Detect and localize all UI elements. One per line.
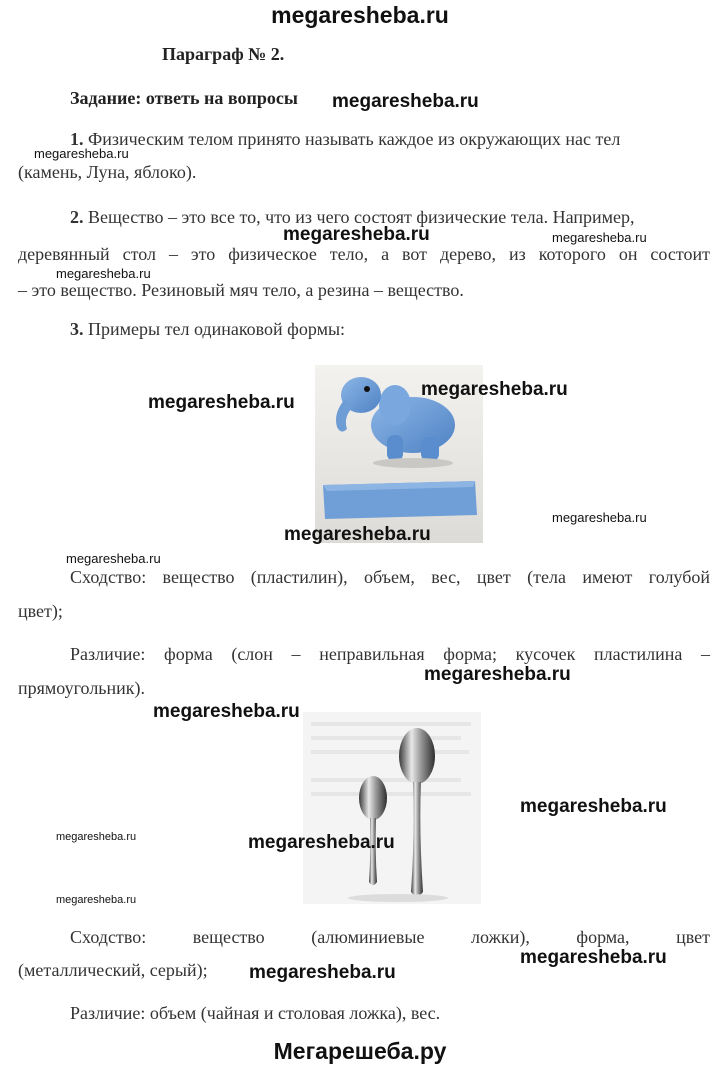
spoons-image (303, 712, 481, 904)
example-1-similarity-line-2: цвет); (18, 601, 63, 621)
paragraph-title: Параграф № 2. (162, 44, 285, 64)
answer-1-line-2: (камень, Луна, яблоко). (18, 162, 197, 182)
answer-2-number: 2. (70, 207, 84, 227)
example-2-similarity-line-2: (металлический, серый); (18, 960, 208, 980)
watermark: megaresheba.ru (284, 524, 431, 545)
watermark: megaresheba.ru (424, 664, 571, 685)
spoons-photo (303, 712, 481, 904)
answer-2-text: Вещество – это все то, что из чего состоят физические тела. Например, (88, 207, 635, 227)
answer-2-line-2: деревянный стол – это физическое тело, а вот дерево, из которого он состоит (18, 244, 710, 264)
watermark: megaresheba.ru (249, 962, 396, 983)
answer-2-line-3: – это вещество. Резиновый мяч тело, а резина – вещество. (18, 280, 464, 300)
example-1-difference-line-2: прямоугольник). (18, 678, 146, 698)
watermark: megaresheba.ru (552, 230, 647, 245)
watermark: megaresheba.ru (520, 796, 667, 817)
watermark: megaresheba.ru (248, 832, 395, 853)
watermark: megaresheba.ru (552, 510, 647, 525)
task-title: Задание: ответь на вопросы (70, 88, 298, 108)
watermark: megaresheba.ru (148, 392, 295, 413)
answer-1-number: 1. (70, 129, 84, 149)
answer-3-number: 3. (70, 319, 84, 339)
example-1-difference-line-1: Различие: форма (слон – неправильная форма; кусочек пластилина – (70, 644, 710, 664)
watermark: megaresheba.ru (153, 701, 300, 722)
answer-1-text: Физическим телом принято называть каждое из окружающих нас тел (88, 129, 621, 149)
site-footer: Мегарешеба.ру (273, 1038, 447, 1064)
watermark: megaresheba.ru (56, 831, 137, 843)
watermark: megaresheba.ru (283, 224, 430, 245)
watermark: megaresheba.ru (421, 379, 568, 400)
example-2-similarity-line-1: Сходство: вещество (алюминиевые ложки), форма, цвет (70, 927, 710, 947)
watermark: megaresheba.ru (520, 947, 667, 968)
example-1-similarity-line-1: Сходство: вещество (пластилин), объем, вес, цвет (тела имеют голубой (70, 567, 710, 587)
site-header: megaresheba.ru (271, 2, 449, 28)
example-2-difference-line-1: Различие: объем (чайная и столовая ложка), вес. (70, 1003, 441, 1023)
answer-3-line-1 (70, 315, 345, 343)
watermark: megaresheba.ru (34, 146, 129, 161)
watermark: megaresheba.ru (56, 894, 137, 906)
watermark: megaresheba.ru (56, 266, 151, 281)
answer-3-text: Примеры тел одинаковой формы: (88, 319, 346, 339)
answer-1-line-1 (70, 125, 710, 153)
watermark: megaresheba.ru (332, 91, 479, 112)
watermark: megaresheba.ru (66, 551, 161, 566)
